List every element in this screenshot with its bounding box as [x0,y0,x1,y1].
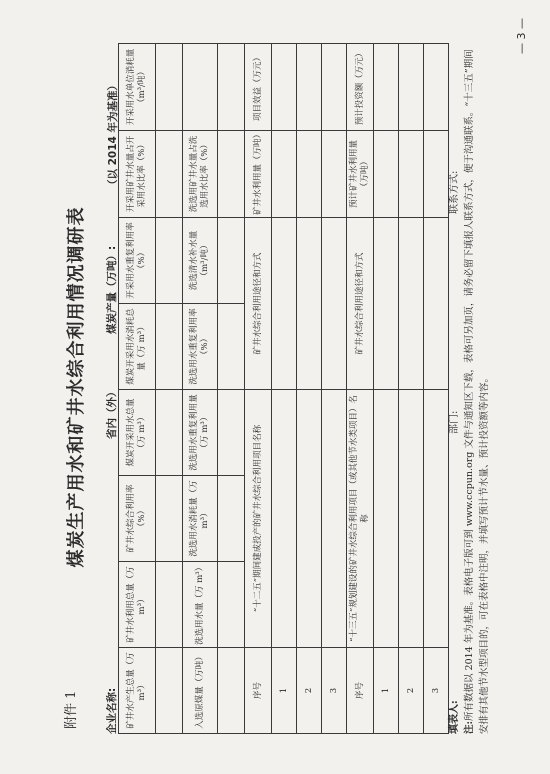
baseline-note: （以 2014 年为基准） [107,80,119,191]
project-name-header: “十二五”期间建成投产的矿井水综合利用项目名称 [245,390,272,648]
input-cell[interactable] [218,44,245,131]
input-cell[interactable] [297,131,322,218]
input-cell[interactable] [156,218,183,304]
input-cell[interactable] [156,304,183,390]
page-title: 煤炭生产用水和矿井水综合利用情况调研表 [66,206,87,568]
input-cell[interactable] [272,218,297,390]
section-header-completed-projects [245,44,272,734]
row-number: 1 [374,648,399,734]
header-cell: 洗选用水重复利用率（%） [183,304,218,390]
department-label: 部门: [449,410,460,434]
header-cell: 洗选清水补水量（m³/吨） [183,218,218,304]
footnote [462,44,492,734]
input-cell[interactable] [156,390,183,476]
header-row-mining [119,44,156,734]
header-cell: 煤炭开采用水消耗总量（万 m³） [119,304,156,390]
header-cell: 矿井水产生总量（万 m³） [119,648,156,734]
table-row [322,44,347,734]
header-cell: 洗选用矿井水量占洗选用水比率（%） [183,131,218,218]
method-header: 矿井水综合利用途径和方式 [347,218,374,390]
input-cell[interactable] [156,44,183,131]
input-cell[interactable] [218,390,245,476]
seq-header: 序号 [245,648,272,734]
input-cell[interactable] [218,562,245,648]
input-cell[interactable] [322,390,347,648]
row-number: 3 [424,648,449,734]
input-cell[interactable] [322,218,347,390]
input-cell[interactable] [399,131,424,218]
table-row [297,44,322,734]
input-cell[interactable] [272,44,297,131]
province-label: 省内（外） [106,386,118,439]
table-row [424,44,449,734]
input-cell[interactable] [156,562,183,648]
row-number: 3 [322,648,347,734]
input-cell[interactable] [297,218,322,390]
method-header: 矿井水综合利用途径和方式 [245,218,272,390]
company-label: 企业名称: [106,687,118,734]
header-cell: 入选原煤量（万吨） [183,648,218,734]
input-cell[interactable] [399,390,424,648]
data-row-washing [218,44,245,734]
filler-label: 填表人: [449,700,460,734]
section-header-planned-projects [347,44,374,734]
table-row [399,44,424,734]
seq-header: 序号 [347,648,374,734]
input-cell[interactable] [374,390,399,648]
appendix-label: 附件 1 [64,690,79,729]
input-cell[interactable] [218,304,245,390]
amount-header: 矿井水利用量（万吨） [245,131,272,218]
project-name-header: “十三五”规划建设的矿井水综合利用项目（或其他节水类项目）名称 [347,390,374,648]
input-cell[interactable] [374,44,399,131]
data-row-mining [156,44,183,734]
header-cell: 洗选用水重复利用量（万 m³） [183,390,218,476]
header-cell: 矿井水综合利用率（%） [119,476,156,562]
input-cell[interactable] [374,218,399,390]
input-cell[interactable] [374,131,399,218]
header-cell: 煤炭开采用水总量（万 m³） [119,390,156,476]
header-cell: 洗选用水量（万 m³） [183,562,218,648]
input-cell[interactable] [272,390,297,648]
header-cell: 开采用矿井水量占开采用水比率（%） [119,131,156,218]
input-cell[interactable] [218,648,245,734]
amount-header: 预计矿井水利用量（万吨） [347,131,374,218]
input-cell[interactable] [156,476,183,562]
header-cell: 开采用水重复利用率（%） [119,218,156,304]
row-number: 2 [399,648,424,734]
row-number: 2 [297,648,322,734]
table-row [272,44,297,734]
investment-header: 预计投资额（万元） [347,44,374,131]
page-number: — 3 — [515,18,528,54]
input-cell[interactable] [156,648,183,734]
footnote-text: 所有数据以 2014 年为基准。表格电子版可到 www.ccpun.org 文件与通知区下载，表格可另加页，请务必留下填报人联系方式，便于沟通联系。“十三五”期间安排有其他节水型项目的，可在表格中注明，并填写预计节水量、预计投资额等内容。 [464,49,491,734]
header-cell: 洗选用水消耗量（万 m³） [183,476,218,562]
input-cell[interactable] [424,44,449,131]
input-cell[interactable] [156,131,183,218]
footnote-label: 注: [464,720,475,734]
table-row [374,44,399,734]
input-cell[interactable] [399,218,424,390]
input-cell[interactable] [322,44,347,131]
survey-table [118,43,449,734]
header-cell: 开采用水单位消耗量（m³/吨） [119,44,156,131]
input-cell[interactable] [218,218,245,304]
header-cell: 矿井水利用总量（万 m³） [119,562,156,648]
contact-label: 联系方式: [449,170,460,214]
input-cell[interactable] [424,218,449,390]
header-cell [183,44,218,131]
input-cell[interactable] [297,44,322,131]
input-cell[interactable] [218,476,245,562]
output-label: 煤炭产量（万吨）: [106,245,118,334]
input-cell[interactable] [399,44,424,131]
header-row-washing [183,44,218,734]
input-cell[interactable] [322,131,347,218]
input-cell[interactable] [297,390,322,648]
input-cell[interactable] [272,131,297,218]
row-number: 1 [272,648,297,734]
input-cell[interactable] [218,131,245,218]
benefit-header: 项目效益（万元） [245,44,272,131]
